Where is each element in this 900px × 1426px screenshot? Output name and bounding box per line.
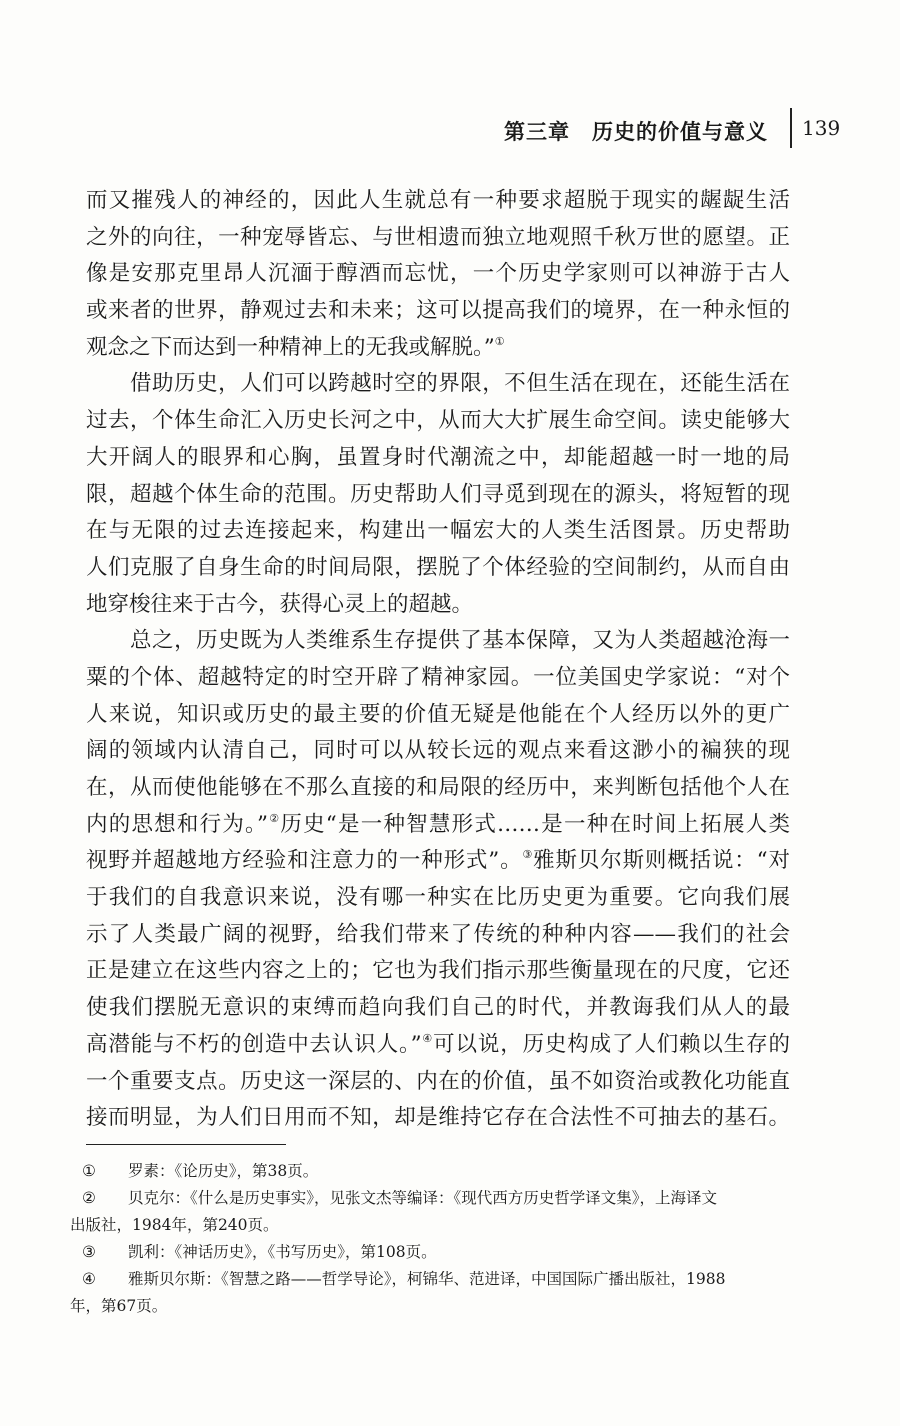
footnote bbox=[70, 1158, 790, 1185]
text-line: 过去，个体生命汇入历史长河之中，从而大大扩展生命空间。读史能够大 bbox=[86, 408, 790, 434]
footnote-mark: ③ bbox=[82, 1243, 96, 1261]
text-line: 示了人类最广阔的视野，给我们带来了传统的种种内容——我们的社会 bbox=[86, 921, 790, 947]
footnote-mark: ② bbox=[82, 1189, 96, 1207]
footnote bbox=[70, 1239, 790, 1266]
text-line: 正是建立在这些内容之上的；它也为我们指示那些衡量现在的尺度，它还 bbox=[86, 958, 790, 984]
footnote-ref: ① bbox=[494, 334, 505, 348]
text-fragment: 视野并超越地方经验和注意力的一种形式”。 bbox=[86, 848, 523, 874]
text-line: 而又摧残人的神经的，因此人生就总有一种要求超脱于现实的龌龊生活 bbox=[86, 188, 790, 213]
text-line: 总之，历史既为人类维系生存提供了基本保障，又为人类超越沧海一 bbox=[86, 628, 790, 654]
footnote-divider bbox=[86, 1144, 286, 1145]
text-line: 粟的个体、超越特定的时空开辟了精神家园。一位美国史学家说：“对个 bbox=[86, 664, 790, 690]
text-fragment: 可以说，历史构成了人们赖以生存的 bbox=[433, 1031, 790, 1057]
text-line bbox=[86, 330, 790, 367]
footnote-ref: ④ bbox=[421, 1031, 434, 1045]
footnote-text: 罗素：《论历史》，第38页。 bbox=[128, 1162, 319, 1180]
footnote-line bbox=[70, 1158, 790, 1185]
text-line bbox=[86, 1027, 790, 1064]
footnote-text: 年，第67页。 bbox=[70, 1297, 168, 1315]
text-line: 人来说，知识或历史的最主要的价值无疑是他能在个人经历以外的更广 bbox=[86, 701, 790, 727]
footnote-line bbox=[70, 1185, 790, 1212]
footnote-text: 出版社，1984年，第240页。 bbox=[70, 1216, 279, 1234]
text-line: 像是安那克里昂人沉湎于醇酒而忘忧，一个历史学家则可以神游于古人 bbox=[86, 261, 790, 287]
text-line: 在与无限的过去连接起来，构建出一幅宏大的人类生活图景。历史帮助 bbox=[86, 518, 790, 544]
text-line: 人们克服了自身生命的时间局限，摆脱了个体经验的空间制约，从而自由 bbox=[86, 554, 790, 580]
text-fragment: 高潜能与不朽的创造中去认识人。” bbox=[86, 1031, 422, 1057]
footnote-text: 雅斯贝尔斯：《智慧之路——哲学导论》，柯锦华、范进译，中国国际广播出版社，1988 bbox=[128, 1270, 726, 1288]
page-number: 139 bbox=[802, 116, 841, 140]
text-line: 接而明显，为人们日用而不知，却是维持它存在合法性不可抽去的基石。 bbox=[86, 1105, 790, 1131]
footnote-text: 凯利：《神话历史》，《书写历史》，第108页。 bbox=[128, 1243, 437, 1261]
footnote-ref: ② bbox=[268, 811, 281, 825]
text-line: 使我们摆脱无意识的束缚而趋向我们自己的时代，并教诲我们从人的最 bbox=[86, 995, 790, 1021]
text-line: 地穿梭往来于古今，获得心灵上的超越。 bbox=[86, 591, 474, 617]
chapter-title: 第三章 历史的价值与意义 bbox=[504, 120, 768, 144]
text-line bbox=[86, 843, 790, 880]
text-line bbox=[86, 807, 790, 844]
footnote-text: 贝克尔：《什么是历史事实》，见张文杰等编译：《现代西方历史哲学译文集》，上海译文 bbox=[128, 1189, 718, 1207]
text-line: 在，从而使他能够在不那么直接的和局限的经历中，来判断包括他个人在 bbox=[86, 775, 790, 800]
text-line: 大开阔人的眼界和心胸，虽置身时代潮流之中，却能超越一时一地的局 bbox=[86, 444, 790, 470]
text-fragment: 观念之下而达到一种精神上的无我或解脱。” bbox=[86, 334, 495, 360]
header-divider bbox=[790, 108, 792, 148]
text-line: 阔的领域内认清自己，同时可以从较长远的观点来看这渺小的褊狭的现 bbox=[86, 738, 790, 764]
footnote-line bbox=[70, 1266, 790, 1293]
text-fragment: 雅斯贝尔斯则概括说：“对 bbox=[533, 848, 790, 874]
text-fragment: 内的思想和行为。” bbox=[86, 811, 269, 837]
footnote-ref: ③ bbox=[522, 848, 534, 862]
text-line: 之外的向往，一种宠辱皆忘、与世相遗而独立地观照千秋万世的愿望。正 bbox=[86, 224, 790, 250]
text-fragment: 历史“是一种智慧形式……是一种在时间上拓展人类 bbox=[280, 811, 790, 837]
running-header bbox=[0, 108, 900, 148]
text-line: 或来者的世界，静观过去和未来；这可以提高我们的境界，在一种永恒的 bbox=[86, 298, 790, 324]
footnote-line bbox=[70, 1239, 790, 1266]
footnote bbox=[70, 1185, 790, 1239]
footnote-mark: ④ bbox=[82, 1270, 96, 1288]
text-line: 限，超越个体生命的范围。历史帮助人们寻觅到现在的源头，将短暂的现 bbox=[86, 481, 790, 507]
body-text bbox=[86, 183, 790, 1137]
footnotes bbox=[70, 1158, 790, 1320]
text-line: 借助历史，人们可以跨越时空的界限，不但生活在现在，还能生活在 bbox=[86, 371, 790, 397]
footnote-mark: ① bbox=[82, 1162, 96, 1180]
footnote bbox=[70, 1266, 790, 1320]
text-line: 于我们的自我意识来说，没有哪一种实在比历史更为重要。它向我们展 bbox=[86, 885, 790, 911]
text-line: 一个重要支点。历史这一深层的、内在的价值，虽不如资治或教化功能直 bbox=[86, 1068, 790, 1094]
